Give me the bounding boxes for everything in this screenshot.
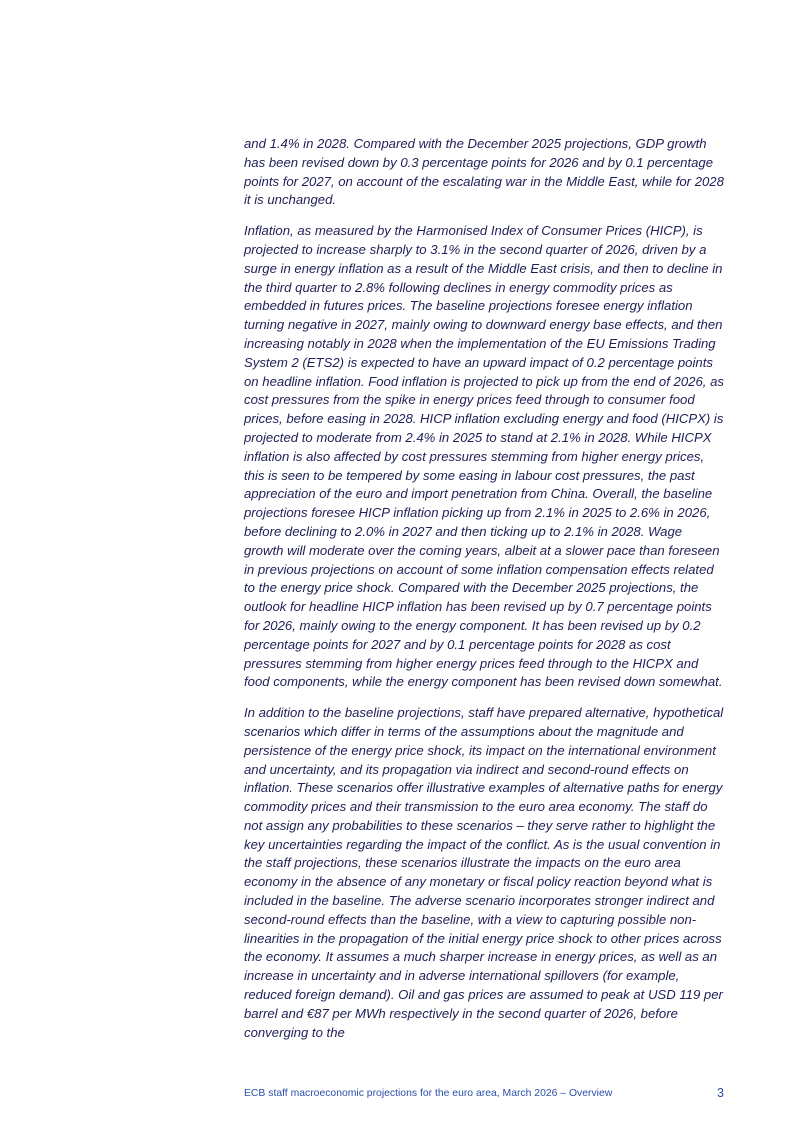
paragraph-scenarios: In addition to the baseline projections, staff have prepared alternative, hypothetical scenarios which differ in terms of the assumptions about the magnitude and persistence of the energy price shock, its impact on the international environment and uncertainty, and its propagation via indirect and second-round effects on inflation. These scenarios offer illustrative examples of alternative paths for energy commodity prices and their transmission to the euro area economy. The staff do not assign any probabilities to these scenarios – they serve rather to highlight the key uncertainties regarding the impact of the conflict. As is the usual convention in the staff projections, these scenarios illustrate the impacts on the euro area economy in the absence of any monetary or fiscal policy reaction beyond what is included in the baseline. The adverse scenario incorporates stronger indirect and second-round effects than the baseline, with a view to capturing possible non-linearities in the propagation of the initial energy price shock to other prices across the economy. It assumes a much sharper increase in energy prices, as well as an increase in uncertainty and in adverse international spillovers (for example, reduced foreign demand). Oil and gas prices are assumed to peak at USD 119 per barrel and €87 per MWh respectively in the second quarter of 2026, before converging to the bbox=[244, 705, 724, 1040]
paragraph-inflation-outlook: Inflation, as measured by the Harmonised Index of Consumer Prices (HICP), is projected to increase sharply to 3.1% in the second quarter of 2026, driven by a surge in energy inflation as a result of the Middle East crisis, and then to decline in the third quarter to 2.8% following declines in energy commodity prices as embedded in futures prices. The baseline projections foresee energy inflation turning negative in 2027, mainly owing to downward energy base effects, and then increasing notably in 2028 when the implementation of the EU Emissions Trading System 2 (ETS2) is expected to have an upward impact of 0.2 percentage points on headline inflation. Food inflation is projected to pick up from the end of 2026, as cost pressures from the spike in energy prices feed through to consumer food prices, before easing in 2028. HICP inflation excluding energy and food (HICPX) is projected to moderate from 2.4% in 2025 to stand at 2.1% in 2028. While HICPX inflation is also affected by cost pressures stemming from higher energy prices, this is seen to be tempered by some easing in labour cost pressures, the past appreciation of the euro and import penetration from China. Overall, the baseline projections foresee HICP inflation picking up from 2.1% in 2025 to 2.6% in 2026, before declining to 2.0% in 2027 and then ticking up to 2.1% in 2028. Wage growth will moderate over the coming years, albeit at a slower pace than foreseen in previous projections on account of some inflation compensation effects related to the energy price shock. Compared with the December 2025 projections, the outlook for headline HICP inflation has been revised up by 0.7 percentage points for 2026, mainly owing to the energy component. It has been revised up by 0.2 percentage points for 2027 and by 0.1 percentage points for 2028 as cost pressures stemming from higher energy prices feed through to the HICPX and food components, while the energy component has been revised down somewhat. bbox=[244, 223, 724, 690]
page-number: 3 bbox=[717, 1086, 724, 1100]
page-footer bbox=[244, 1086, 724, 1106]
paragraph-gdp-revision: and 1.4% in 2028. Compared with the December 2025 projections, GDP growth has been revised down by 0.3 percentage points for 2026 and by 0.1 percentage points for 2027, on account of the escalating war in the Middle East, while for 2028 it is unchanged. bbox=[244, 136, 724, 208]
footer-title: ECB staff macroeconomic projections for the euro area, March 2026 – Overview bbox=[244, 1088, 613, 1099]
body-text bbox=[244, 135, 724, 1054]
